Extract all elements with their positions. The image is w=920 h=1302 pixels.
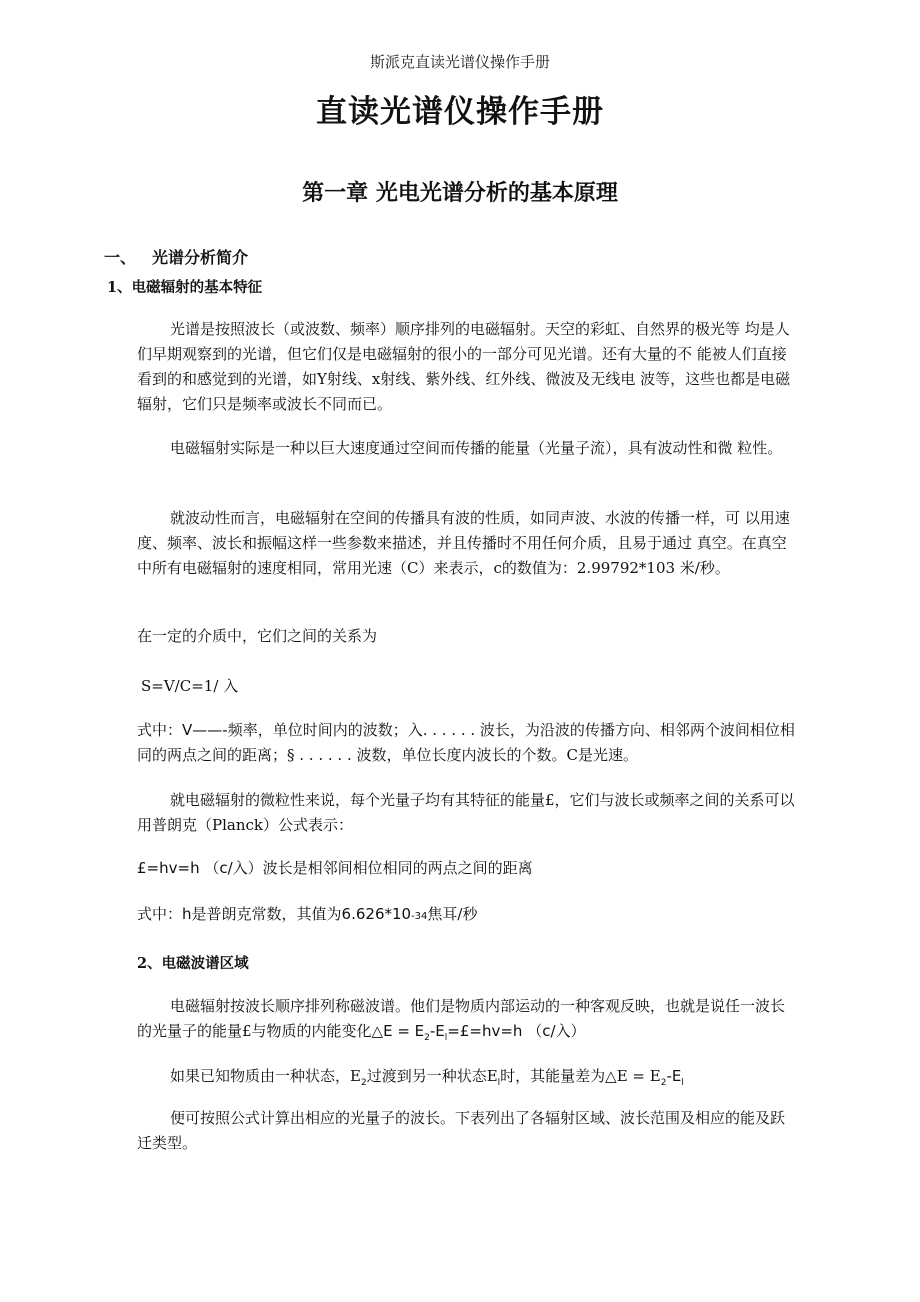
subscript-2: 2 xyxy=(424,1033,430,1043)
constant-symbol: h xyxy=(182,905,192,923)
paragraph-formula-legend xyxy=(137,718,797,768)
legend-prefix: 式中： xyxy=(137,721,183,739)
energy-diff-sub3: 2 xyxy=(660,1078,667,1088)
energy-diff-sub4: l xyxy=(681,1078,684,1088)
constant-exponent: -34 xyxy=(411,911,428,922)
page-header: 斯派克直读光谱仪操作手册 xyxy=(369,53,550,71)
subscript-1: l xyxy=(444,1033,448,1043)
energy-end: =£=hv=h （c/入） xyxy=(447,1022,586,1040)
energy-diff-c: 时，其能量差为△E = E xyxy=(500,1067,661,1085)
constant-unit: 焦耳/秒 xyxy=(427,905,478,923)
energy-diff-a: 如果已知物质由一种状态，E xyxy=(170,1067,361,1085)
legend-symbol-v: V——- xyxy=(182,721,228,739)
constant-value: 6.626*10 xyxy=(341,905,412,923)
chapter-heading: 第一章 光电光谱分析的基本原理 xyxy=(302,180,618,206)
paragraph-radiation-energy: 电磁辐射实际是一种以巨大速度通过空间而传播的能量（光量子流），具有波动性和微 粒性。 xyxy=(170,439,783,457)
energy-diff-d: -E xyxy=(666,1067,682,1085)
planck-note: 波长是相邻间相位相同的两点之间的距离 xyxy=(262,859,533,877)
energy-eq: △E = E xyxy=(371,1022,425,1040)
paragraph-particle-nature: 就电磁辐射的微粒性来说，每个光量子均有其特征的能量£，它们与波长或频率之间的关系可以用普朗克（Planck）公式表示： xyxy=(137,791,795,834)
energy-minus: -E xyxy=(429,1022,445,1040)
legend-text: 频率，单位时间内的波数；入. . . . . . 波长，为沿波的传播方向、相邻两个波间相位相同的两点之间的距离；§ . . . . . . 波数，单位长度内波长的个数。C是光速。 xyxy=(137,721,795,764)
planck-equation: £=hv=h （c/入） xyxy=(137,859,263,877)
subsection-2-heading: 2、电磁波谱区域 xyxy=(137,955,249,972)
section-title: 光谱分析简介 xyxy=(152,248,249,267)
constant-text: 是普朗克常数，其值为 xyxy=(191,905,342,923)
paragraph-planck-constant xyxy=(137,902,797,929)
paragraph-table-intro: 便可按照公式计算出相应的光量子的波长。下表列出了各辐射区域、波长范围及相应的能及跃迁类型。 xyxy=(137,1109,786,1152)
paragraph-energy-difference xyxy=(137,1064,797,1096)
subsection-1-heading: 1、电磁辐射的基本特征 xyxy=(107,279,263,296)
section-heading xyxy=(104,245,248,268)
paragraph-em-spectrum xyxy=(137,994,797,1051)
energy-diff-b: 过渡到另一种状态E xyxy=(366,1067,498,1085)
constant-prefix: 式中： xyxy=(137,905,183,923)
formula-wavenumber: S=V/C=1/ 入 xyxy=(141,677,239,695)
formula-planck xyxy=(137,856,797,881)
paragraph-relation-intro: 在一定的介质中，它们之间的关系为 xyxy=(137,627,378,645)
energy-diff-sub1: l xyxy=(497,1078,501,1088)
paragraph-wave-nature: 就波动性而言，电磁辐射在空间的传播具有波的性质，如同声波、水波的传播一样，可 以用速度、频率、波长和振幅这样一些参数来描述，并且传播时不用任何介质，且易于通过 真空。在真空中所有电磁辐射的速度相同，常用光速（C）来表示，c的数值为：2.99792*103 米/秒。 xyxy=(137,509,790,577)
energy-diff-sub2: 2 xyxy=(360,1078,367,1088)
spectrum-text: 电磁辐射按波长顺序排列称磁波谱。他们是物质内部运动的一种客观反映，也就是说任一波长的光量子的能量£与物质的内能变化 xyxy=(137,997,786,1040)
document-title: 直读光谱仪操作手册 xyxy=(316,94,604,130)
paragraph-spectrum: 光谱是按照波长（或波数、频率）顺序排列的电磁辐射。天空的彩虹、自然界的极光等 均是人们早期观察到的光谱，但它们仅是电磁辐射的很小的一部分可见光谱。还有大量的不 能被人们直接看到的和感觉到的光谱，如Y射线、x射线、紫外线、红外线、微波及无线电 波等，这些也都是电磁辐射，它们只是频率或波长不同而已。 xyxy=(137,320,791,413)
section-number: 一、 xyxy=(104,248,137,267)
